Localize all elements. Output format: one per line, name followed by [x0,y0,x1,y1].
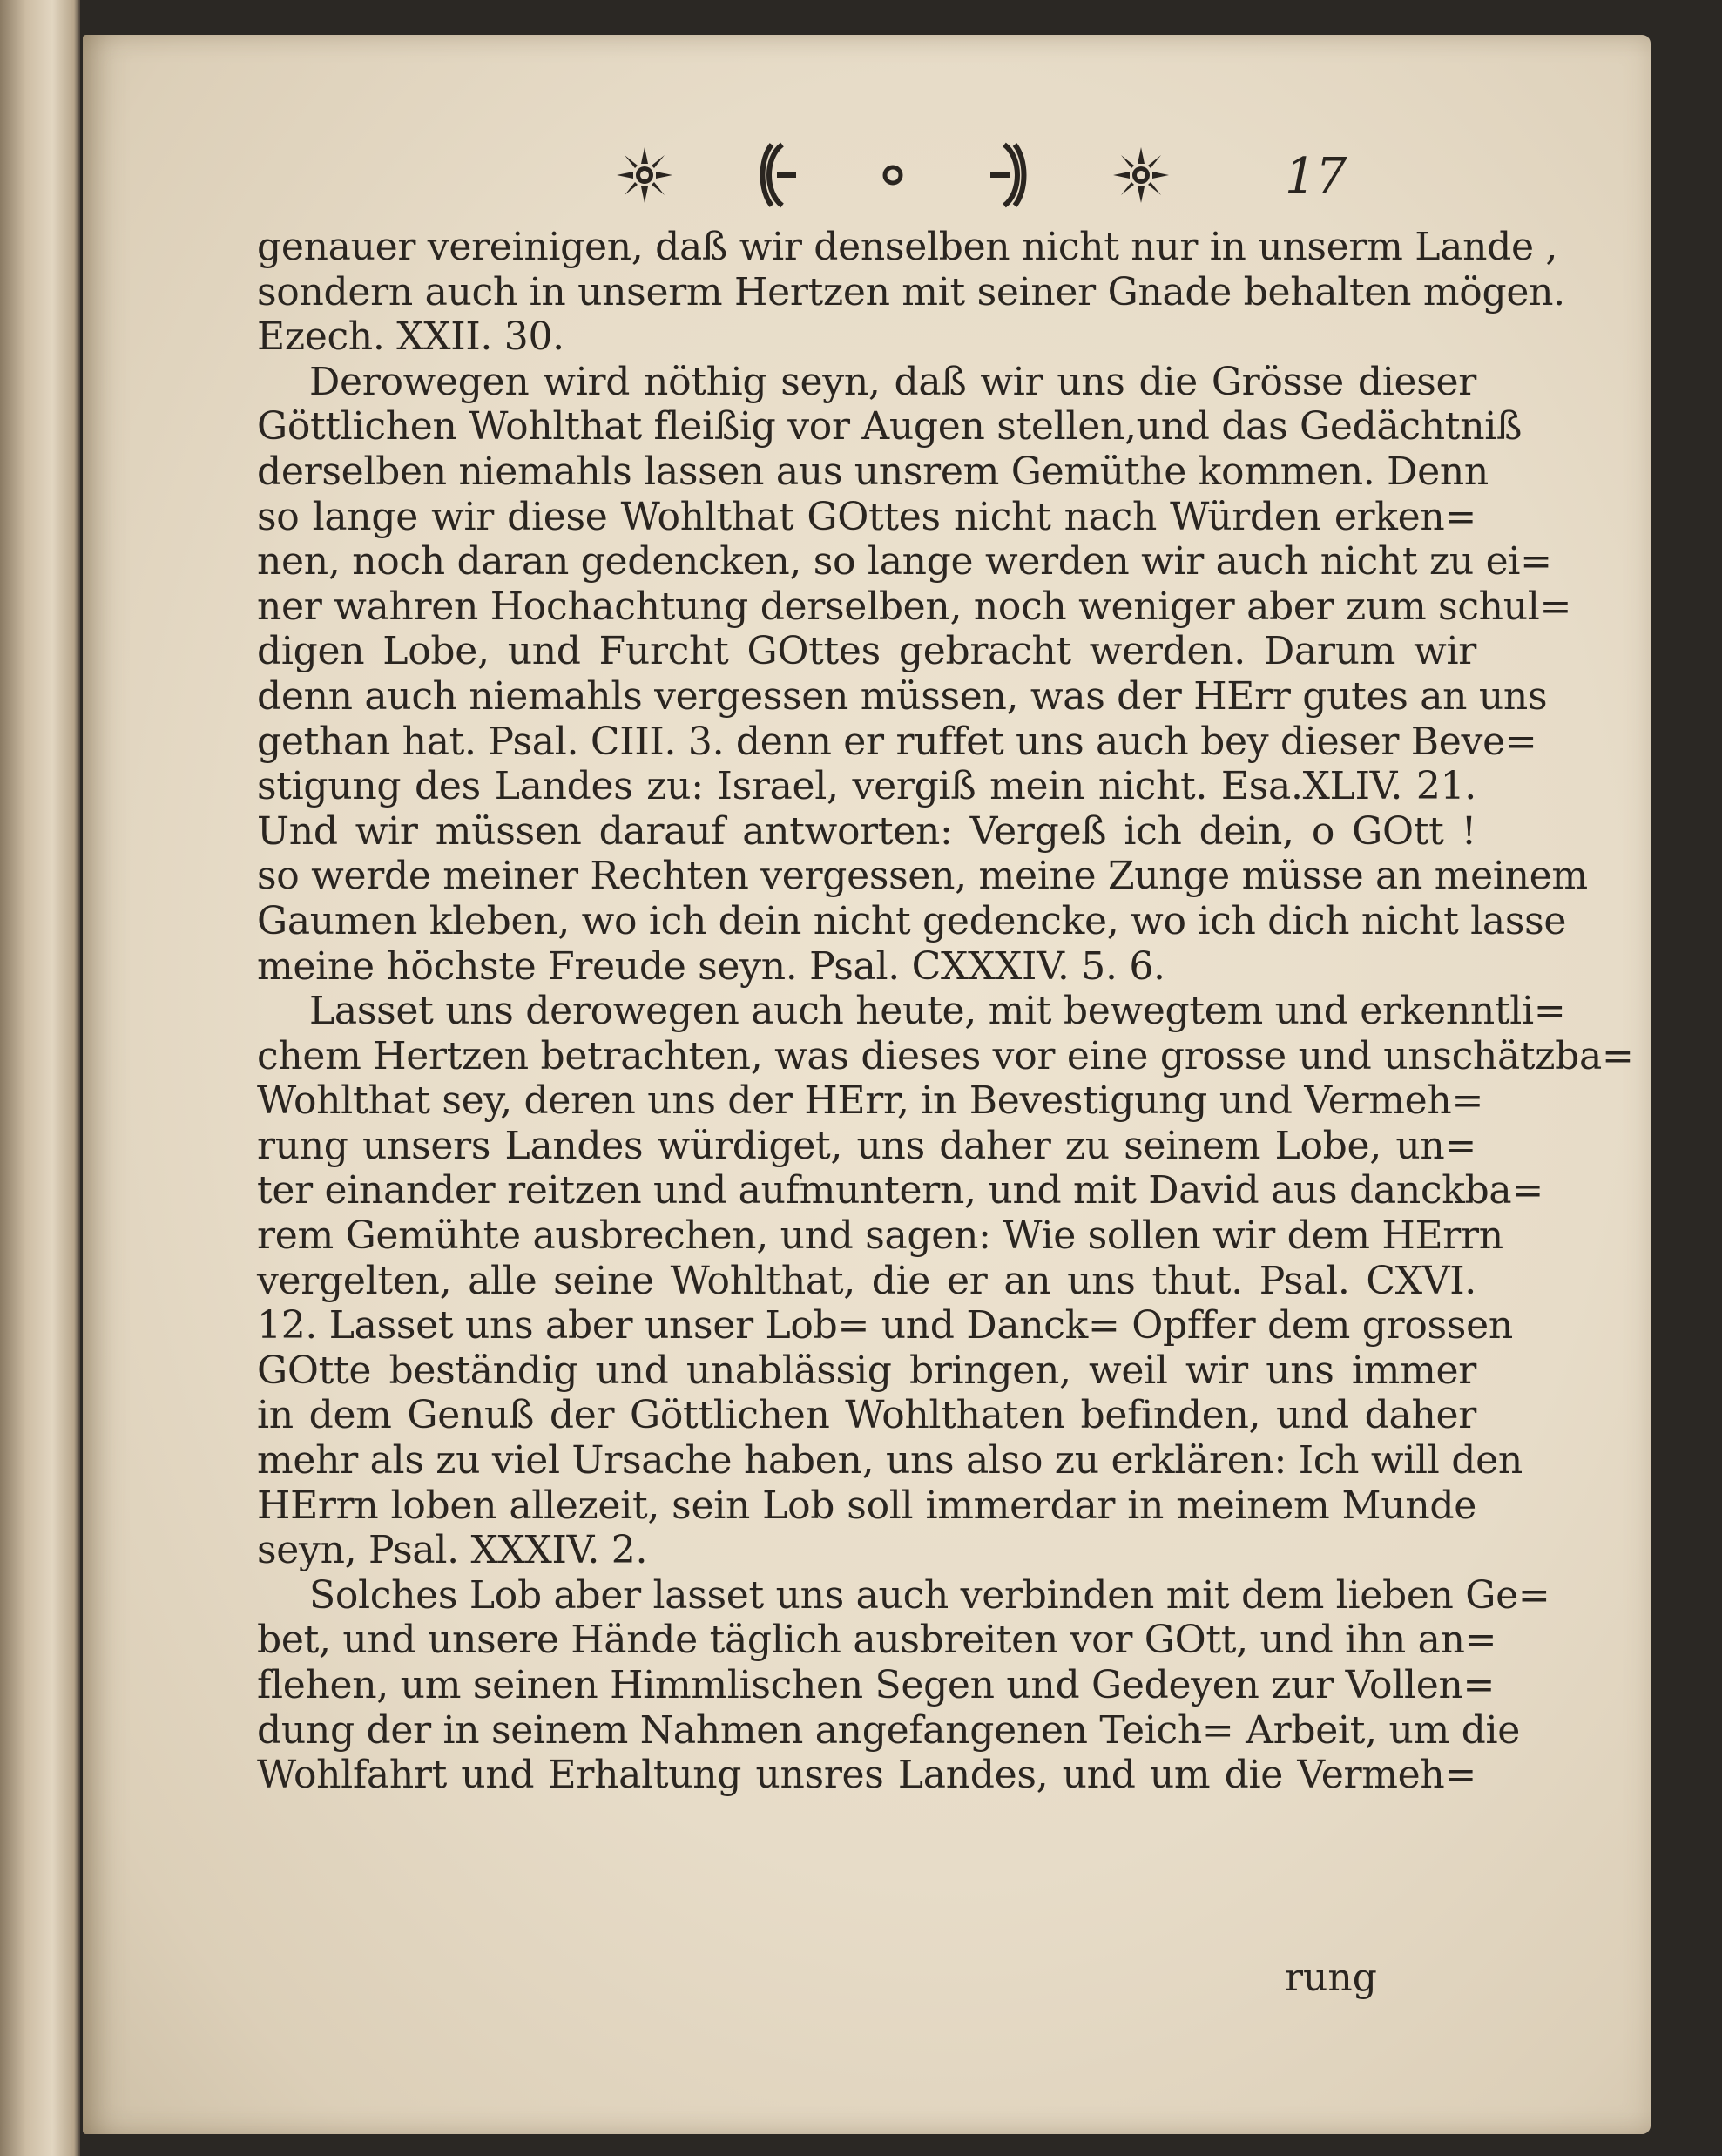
text-line: ner wahren Hochachtung derselben, noch weniger aber zum schul= [257,584,1572,629]
text-line: flehen, um seinen Himmlischen Segen und Gedeyen zur Vollen= [257,1663,1496,1707]
text-line: Lasset uns derowegen auch heute, mit bewegtem und erkenntli= [309,989,1566,1034]
text-line: mehr als zu viel Ursache haben, uns also zu erklären: Ich will den [257,1438,1523,1484]
catchword: rung [1285,1956,1377,2000]
text-line: Wohlfahrt und Erhaltung unsres Landes, und um die Vermeh= [257,1753,1476,1798]
text-line: Göttlichen Wohlthat fleißig vor Augen stellen,und das Gedächtniß [257,404,1523,449]
rosette-icon [614,145,675,209]
text-line: ter einander reitzen und aufmuntern, und mit David aus danckba= [257,1168,1543,1213]
text-line: Derowegen wird nöthig seyn, daß wir uns die Grösse dieser [309,359,1476,404]
text-line: bet, und unsere Hände täglich ausbreiten vor GOtt, und ihn an= [257,1618,1497,1663]
text-line: vergelten, alle seine Wohlthat, die er an uns thut. Psal. CXVI. [257,1258,1476,1303]
body-text [257,225,1634,1798]
text-line: denn auch niemahls vergessen müssen, was der HErr gutes an uns [257,673,1548,719]
text-line: digen Lobe, und Furcht GOttes gebracht werden. Darum wir [257,629,1476,674]
text-line: Solches Lob aber lasset uns auch verbinden mit dem lieben Ge= [309,1572,1550,1618]
text-line: rung unsers Landes würdiget, uns daher zu seinem Lobe, un= [257,1123,1476,1168]
text-line: meine höchste Freude seyn. Psal. CXXXIV. 5. 6. [257,943,1165,989]
text-line: chem Hertzen betrachten, was dieses vor eine grosse und unschätzba= [257,1033,1634,1078]
text-line: Wohlthat sey, deren uns der HErr, in Bevestigung und Vermeh= [257,1078,1484,1124]
circle-icon [880,162,906,192]
text-line: so lange wir diese Wohlthat GOttes nicht nach Würden erken= [257,494,1476,539]
text-line: nen, noch daran gedencken, so lange werden wir auch nicht zu ei= [257,539,1552,585]
text-line: 12. Lasset uns aber unser Lob= und Danck= Opffer dem grossen [257,1303,1513,1348]
text-line: dung der in seinem Nahmen angefangenen Teich= Arbeit, um die [257,1707,1521,1753]
text-line: Ezech. XXII. 30. [257,314,564,360]
page-number: 17 [1285,148,1347,205]
rosette-icon [1111,145,1172,209]
text-line: gethan hat. Psal. CIII. 3. denn er ruffet uns auch bey dieser Beve= [257,719,1537,764]
text-line: so werde meiner Rechten vergessen, meine Zunge müsse an meinem [257,854,1588,899]
bracket-left-icon [756,140,800,213]
book-page [83,35,1651,2134]
text-line: HErrn loben allezeit, sein Lob soll immerdar in meinem Munde [257,1483,1476,1528]
text-line: rem Gemühte ausbrechen, und sagen: Wie sollen wir dem HErrn [257,1213,1503,1259]
header-ornament [614,138,1172,216]
text-line: Und wir müssen darauf antworten: Vergeß ich dein, o GOtt ! [257,808,1476,854]
bracket-right-icon [987,140,1030,213]
text-line: derselben niemahls lassen aus unsrem Gemüthe kommen. Denn [257,449,1489,494]
text-line: GOtte beständig und unablässig bringen, weil wir uns immer [257,1348,1476,1393]
left-page-edge [0,0,80,2156]
text-line: in dem Genuß der Göttlichen Wohlthaten befinden, und daher [257,1393,1476,1438]
text-line: genauer vereinigen, daß wir denselben nicht nur in unserm Lande , [257,225,1558,269]
text-line: seyn, Psal. XXXIV. 2. [257,1528,648,1573]
text-line: sondern auch in unserm Hertzen mit seiner Gnade behalten mögen. [257,269,1565,314]
text-line: stigung des Landes zu: Israel, vergiß mein nicht. Esa.XLIV. 21. [257,764,1476,809]
text-line: Gaumen kleben, wo ich dein nicht gedencke, wo ich dich nicht lasse [257,898,1567,943]
